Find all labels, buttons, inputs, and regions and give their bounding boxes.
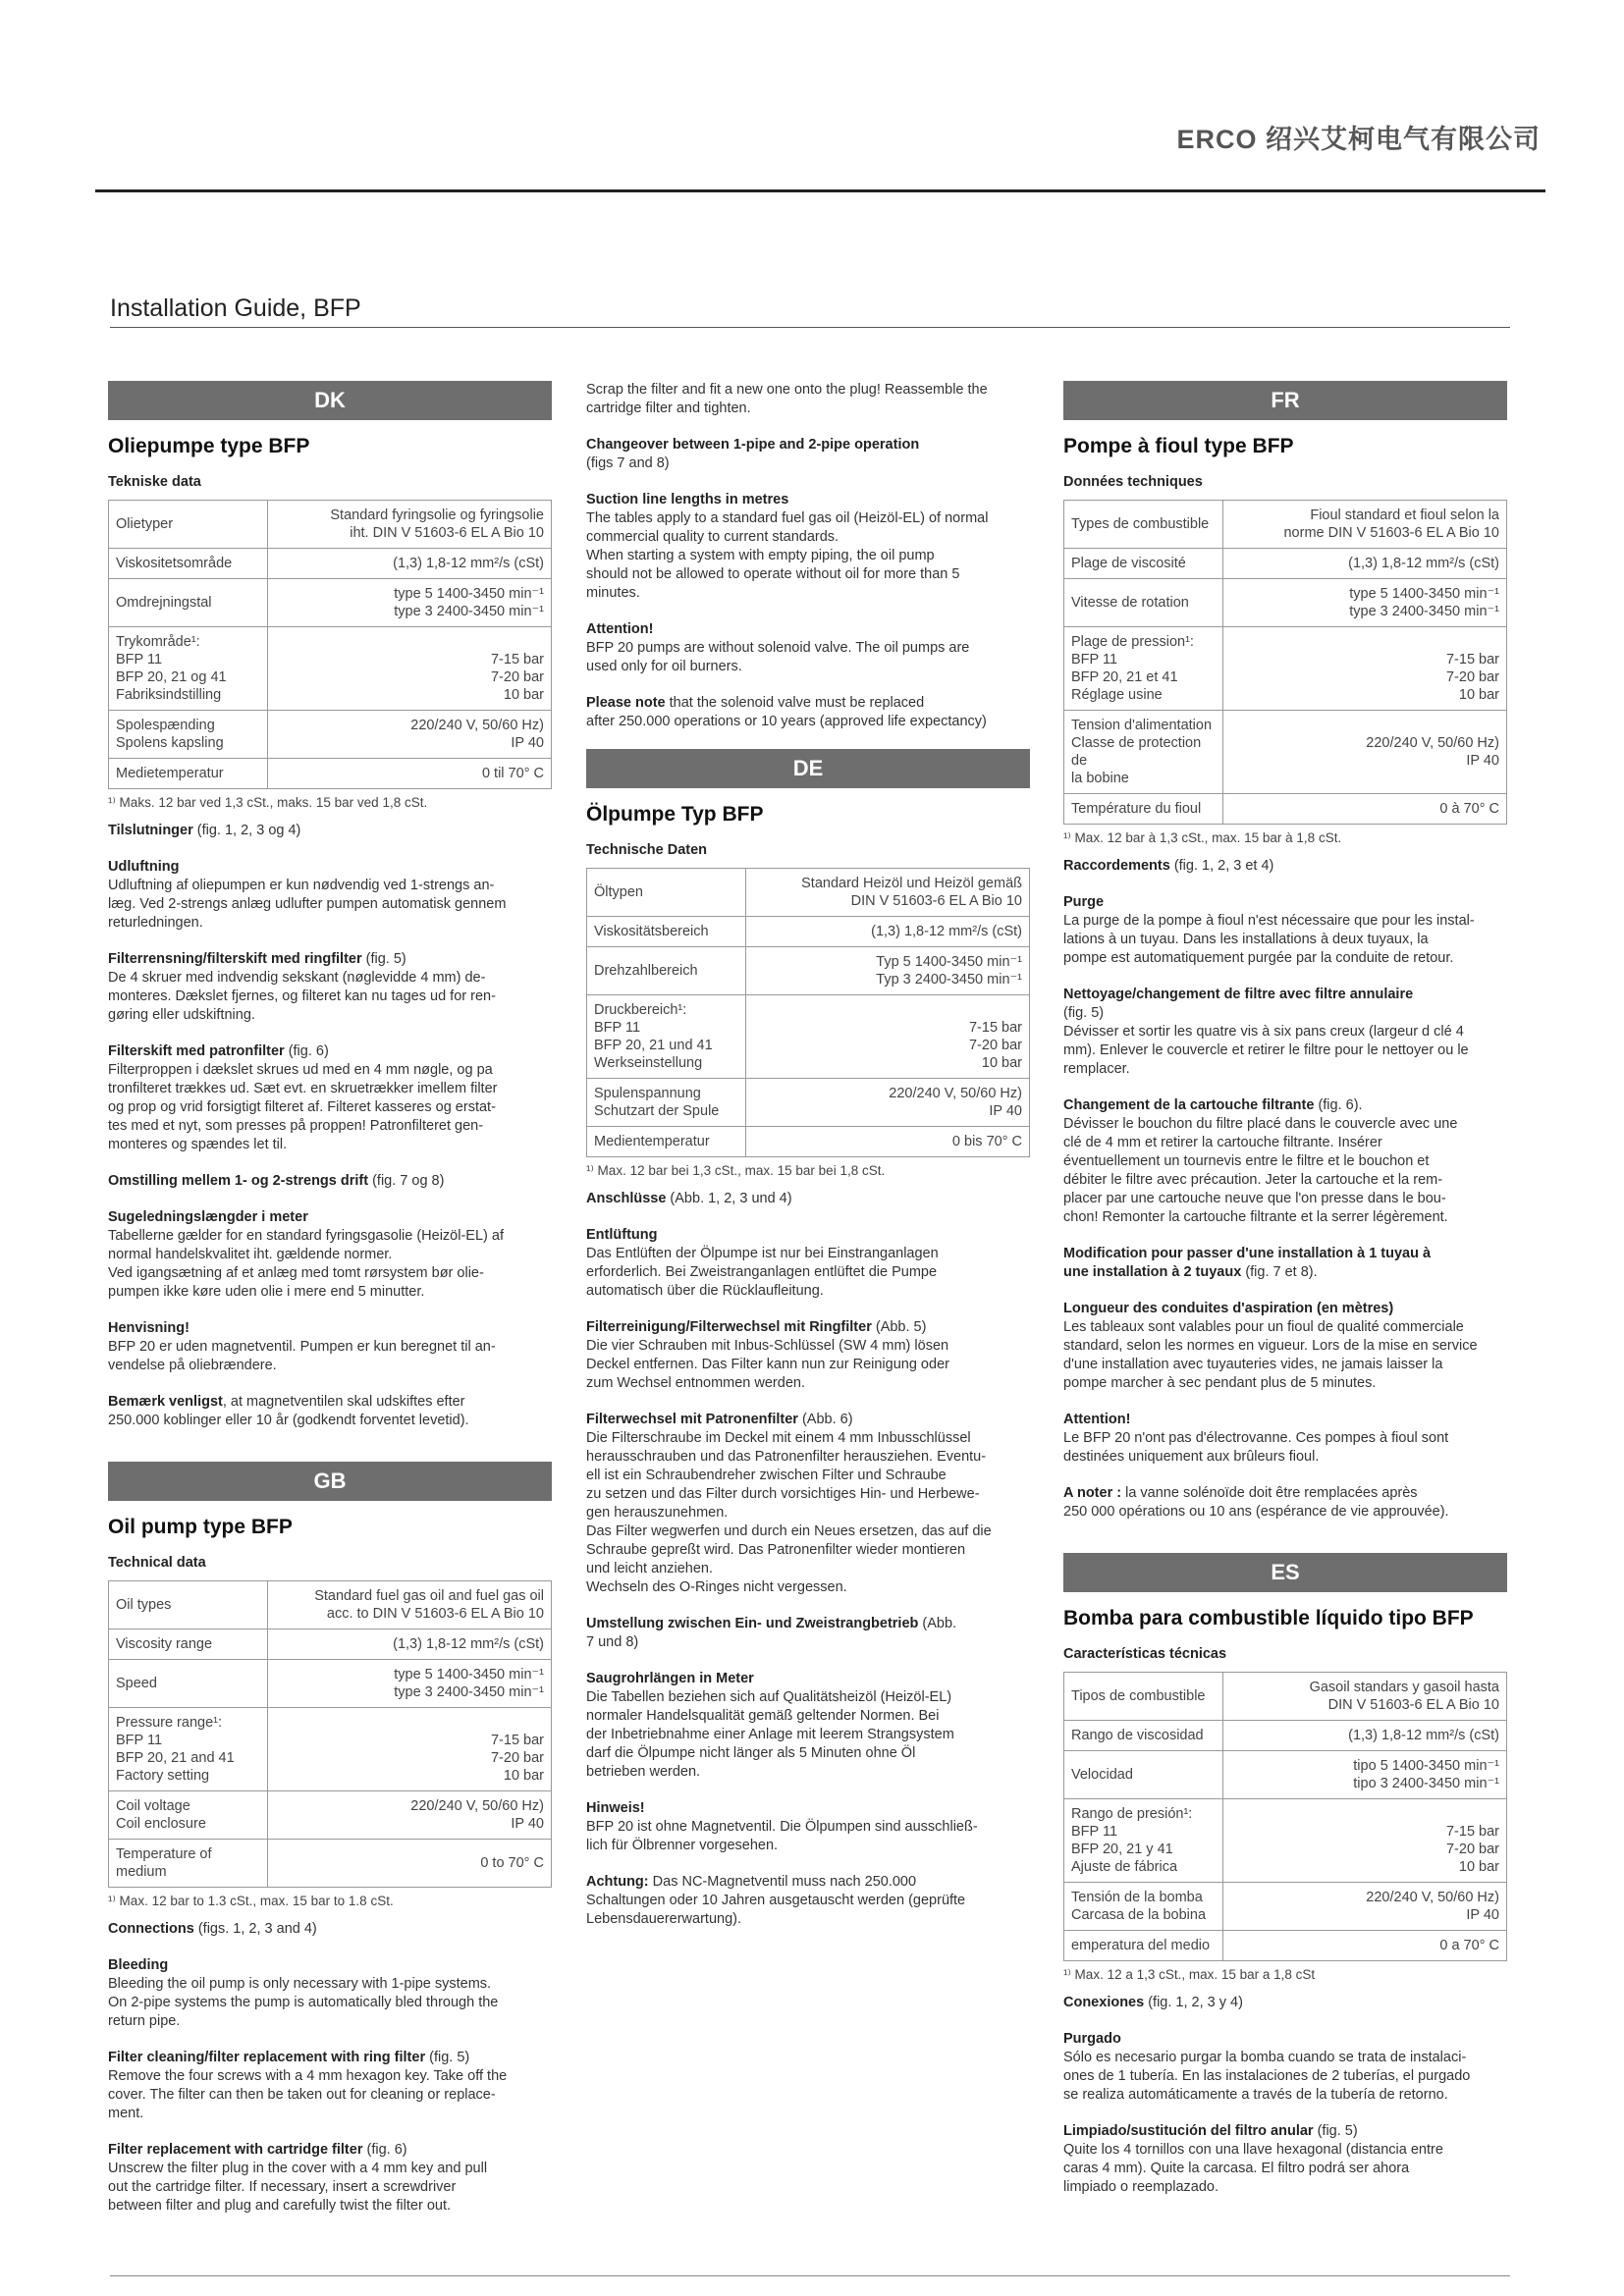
section-body: Dévisser le bouchon du filtre placé dans le couvercle avec une clé de 4 mm et retirer la cartouche filtrante. Insérer éventuellement un tournevis entre le filtre et le bouchon et débiter le filtre avec précaution. Jeter la cartouche et la rem- placer par une cartouche neuve que l'on presse dans le bou- chon! Remonter la cartouche filtrante et la serrer légèrement. [1063, 1116, 1458, 1225]
section-title-suffix: (fig. 7 et 8). [1241, 1264, 1318, 1280]
spec-key: Olietyper [109, 501, 268, 549]
section [108, 1319, 552, 1375]
dk-footnote: ¹⁾ Maks. 12 bar ved 1,3 cSt., maks. 15 bar ved 1,8 cSt. [108, 795, 428, 810]
spec-key: Viscosity range [109, 1629, 268, 1660]
section [586, 1670, 1030, 1782]
section-body: Die Tabellen beziehen sich auf Qualitätsheizöl (Heizöl-EL) normaler Handelsqualität gemäß geltender Normen. Bei der Inbetriebnahme einer Anlage mit leerem Strangsystem darf die Ölpumpe nicht länger als 5 Minuten ohne Öl betrieben werden. [586, 1689, 954, 1780]
section-title: Saugrohrlängen in Meter [586, 1671, 754, 1686]
spec-row [1064, 627, 1507, 711]
spec-row [1064, 794, 1507, 825]
section-body: BFP 20 pumps are without solenoid valve. The oil pumps are used only for oil burners. [586, 640, 970, 674]
es-spec-table-grid [1063, 1672, 1507, 1961]
section-title-suffix: (fig. 5) [361, 951, 406, 967]
spec-row [109, 501, 552, 549]
fr-spec-table-grid [1063, 500, 1507, 825]
fr-spec-table [1063, 500, 1507, 825]
section-title-suffix: la vanne solénoïde doit être remplacées après 250 000 opérations ou 10 ans (espérance de vie approuvée). [1063, 1485, 1449, 1520]
spec-value: 0 à 70° C [1223, 794, 1507, 825]
spec-value: Typ 5 1400-3450 min⁻¹ Typ 3 2400-3450 min⁻¹ [746, 947, 1030, 995]
section [1063, 893, 1507, 968]
spec-value: 0 to 70° C [268, 1840, 552, 1888]
section [108, 1042, 552, 1154]
section-body: Quite los 4 tornillos con una llave hexagonal (distancia entre caras 4 mm). Quite la carcasa. El filtro podrá ser ahora limpiado o reemplazado. [1063, 2142, 1443, 2195]
gb-spec-table [108, 1580, 552, 1888]
spec-key: Temperature of medium [109, 1840, 268, 1888]
section-body: La purge de la pompe à fioul n'est nécessaire que pour les instal- lations à un tuyau. Dans les installations à deux tuyaux, la pompe est automatiquement purgée par la conduite de retour. [1063, 913, 1475, 966]
spec-value: type 5 1400-3450 min⁻¹ type 3 2400-3450 min⁻¹ [268, 579, 552, 627]
brand-header: ERCO 绍兴艾柯电气有限公司 [1176, 125, 1541, 154]
section [108, 950, 552, 1025]
spec-row [109, 1581, 552, 1629]
gb-heading: Oil pump type BFP [108, 1516, 293, 1538]
section-body: BFP 20 er uden magnetventil. Pumpen er kun beregnet til an- vendelse på oliebrændere. [108, 1339, 496, 1373]
section [586, 1318, 1030, 1393]
column-right [1063, 381, 1507, 2215]
spec-row [587, 917, 1030, 947]
section [1063, 1484, 1507, 1522]
spec-value: Gasoil standars y gasoil hasta DIN V 51603-6 EL A Bio 10 [1223, 1673, 1507, 1721]
section-title: A noter : [1063, 1485, 1122, 1501]
section [586, 1615, 1030, 1652]
spec-row [587, 1079, 1030, 1127]
spec-key: Drehzahlbereich [587, 947, 746, 995]
section [1063, 986, 1507, 1079]
gb-continued-sections [586, 436, 1030, 731]
spec-value: (1,3) 1,8-12 mm²/s (cSt) [268, 1629, 552, 1660]
section [586, 491, 1030, 603]
spec-key: Spolespænding Spolens kapsling [109, 711, 268, 759]
section-title: Attention! [586, 621, 654, 637]
section [1063, 2122, 1507, 2197]
spec-row [1064, 711, 1507, 794]
section-body: Die vier Schrauben mit Inbus-Schlüssel (SW 4 mm) lösen Deckel entfernen. Das Filter kann nun zur Reinigung oder zum Wechsel entnommen werden. [586, 1338, 949, 1391]
spec-key: Speed [109, 1660, 268, 1708]
gb-subheading: Technical data [108, 1555, 206, 1571]
section [1063, 1411, 1507, 1467]
spec-value: Standard Heizöl und Heizöl gemäß DIN V 51603-6 EL A Bio 10 [746, 869, 1030, 917]
section-body: Les tableaux sont valables pour un fioul de qualité commerciale standard, selon les normes en vigueur. Lors de la mise en service d'une installation avec tuyauteries vides, ne jamais laisser la pompe marcher à sec pendant plus de 5 minutes. [1063, 1319, 1478, 1391]
section-title: Modification pour passer d'une installation à 1 tuyau à une installation à 2 tuyaux [1063, 1246, 1432, 1280]
spec-value: 7-15 bar 7-20 bar 10 bar [268, 627, 552, 711]
spec-key: Medientemperatur [587, 1127, 746, 1157]
section-title-suffix: that the solenoid valve must be replaced after 250.000 operations or 10 years (approved life expectancy) [586, 695, 987, 729]
section-title: Sugeledningslængder i meter [108, 1209, 308, 1225]
dk-heading: Oliepumpe type BFP [108, 435, 310, 457]
title-rule [110, 327, 1510, 328]
section [108, 2141, 552, 2216]
section-title-suffix: (fig. 6) [362, 2142, 407, 2158]
spec-value: 220/240 V, 50/60 Hz) IP 40 [268, 711, 552, 759]
section-title: Please note [586, 695, 666, 711]
section [586, 620, 1030, 676]
section-body: Sólo es necesario purgar la bomba cuando se trata de instalaci- ones de 1 tubería. En las instalaciones de 2 tuberías, el purgado se realiza automáticamente a través de la tubería de retorno. [1063, 2050, 1471, 2103]
spec-value: Standard fyringsolie og fyringsolie iht. DIN V 51603-6 EL A Bio 10 [268, 501, 552, 549]
section-title: Filterreinigung/Filterwechsel mit Ringfilter [586, 1319, 872, 1335]
spec-row [109, 1708, 552, 1791]
section-body: Bleeding the oil pump is only necessary with 1-pipe systems. On 2-pipe systems the pump is automatically bled through the return pipe. [108, 1976, 499, 2029]
spec-key: Trykområde¹: BFP 11 BFP 20, 21 og 41 Fabriksindstilling [109, 627, 268, 711]
de-footnote: ¹⁾ Max. 12 bar bei 1,3 cSt., max. 15 bar bei 1,8 cSt. [586, 1163, 886, 1178]
section-title-suffix: , at magnetventilen skal udskiftes efter 250.000 koblinger eller 10 år (godkendt forventet levetid). [108, 1394, 469, 1428]
spec-key: Tensión de la bomba Carcasa de la bobina [1064, 1883, 1223, 1931]
es-banner: ES [1063, 1553, 1507, 1592]
column-left [108, 381, 552, 2233]
es-sections [1063, 1994, 1507, 2197]
section-title-suffix: (fig. 5) [425, 2050, 470, 2065]
spec-row [1064, 501, 1507, 549]
section [108, 822, 552, 840]
section-title: Limpiado/sustitución del filtro anular [1063, 2123, 1314, 2139]
es-heading: Bomba para combustible líquido tipo BFP [1063, 1607, 1474, 1629]
section [108, 1920, 552, 1939]
spec-row [1064, 1751, 1507, 1799]
section-title: Raccordements [1063, 858, 1170, 874]
spec-key: Rango de presión¹: BFP 11 BFP 20, 21 y 41 Ajuste de fábrica [1064, 1799, 1223, 1883]
spec-row [109, 711, 552, 759]
section-body: Le BFP 20 n'ont pas d'électrovanne. Ces pompes à fioul sont destinées uniquement aux brûleurs fioul. [1063, 1430, 1449, 1465]
section [586, 694, 1030, 731]
spec-value: Fioul standard et fioul selon la norme DIN V 51603-6 EL A Bio 10 [1223, 501, 1507, 549]
spec-value: 7-15 bar 7-20 bar 10 bar [746, 995, 1030, 1079]
section-body: BFP 20 ist ohne Magnetventil. Die Ölpumpen sind ausschließ- lich für Ölbrenner vorgesehen. [586, 1819, 978, 1853]
spec-row [109, 1840, 552, 1888]
section-body: (figs 7 and 8) [586, 455, 670, 471]
fr-footnote: ¹⁾ Max. 12 bar à 1,3 cSt., max. 15 bar à 1,8 cSt. [1063, 830, 1342, 845]
es-footnote: ¹⁾ Max. 12 a 1,3 cSt., max. 15 bar a 1,8 cSt [1063, 1967, 1316, 1982]
spec-key: Plage de pression¹: BFP 11 BFP 20, 21 et 41 Réglage usine [1064, 627, 1223, 711]
section-title: Bemærk venligst [108, 1394, 223, 1410]
section-title-suffix: (Abb. 1, 2, 3 und 4) [666, 1191, 792, 1206]
dk-subheading: Tekniske data [108, 474, 201, 490]
gb-footnote: ¹⁾ Max. 12 bar to 1.3 cSt., max. 15 bar to 1.8 cSt. [108, 1894, 394, 1908]
section-title: Achtung: [586, 1874, 649, 1890]
spec-key: emperatura del medio [1064, 1931, 1223, 1961]
section-title-suffix: (fig. 1, 2, 3 et 4) [1169, 858, 1274, 874]
spec-value: Standard fuel gas oil and fuel gas oil acc. to DIN V 51603-6 EL A Bio 10 [268, 1581, 552, 1629]
spec-key: Coil voltage Coil enclosure [109, 1791, 268, 1840]
footer-rule [110, 2275, 1510, 2276]
section-title: Purgado [1063, 2031, 1121, 2047]
section-title-suffix: (Abb. 5) [871, 1319, 927, 1335]
section-title-suffix: (fig. 1, 2, 3 og 4) [192, 823, 301, 838]
section-title: Connections [108, 1921, 194, 1937]
spec-key: Velocidad [1064, 1751, 1223, 1799]
spec-row [109, 549, 552, 579]
page-title: Installation Guide, BFP [110, 294, 361, 322]
spec-value: (1,3) 1,8-12 mm²/s (cSt) [746, 917, 1030, 947]
section-title: Hinweis! [586, 1800, 645, 1816]
section-title: Attention! [1063, 1412, 1131, 1427]
section [1063, 1096, 1507, 1227]
spec-row [109, 1629, 552, 1660]
spec-value: 0 bis 70° C [746, 1127, 1030, 1157]
section-body: (fig. 5) Dévisser et sortir les quatre vis à six pans creux (largeur d clé 4 mm). Enlever le couvercle et retirer le filtre pour le nettoyer ou le remplacer. [1063, 1005, 1469, 1077]
section-body: Udluftning af oliepumpen er kun nødvendig ved 1-strengs an- læg. Ved 2-strengs anlæg udlufter pumpen automatisk gennem returledningen. [108, 878, 507, 931]
gb-sections [108, 1920, 552, 2216]
section [586, 436, 1030, 473]
fr-heading: Pompe à fioul type BFP [1063, 435, 1294, 457]
spec-value: 0 a 70° C [1223, 1931, 1507, 1961]
section-title: Changeover between 1-pipe and 2-pipe operation [586, 437, 920, 453]
spec-key: Vitesse de rotation [1064, 579, 1223, 627]
section [586, 1411, 1030, 1597]
dk-spec-table-grid [108, 500, 552, 789]
section [1063, 1245, 1507, 1282]
fr-banner: FR [1063, 381, 1507, 420]
section-title: Henvisning! [108, 1320, 189, 1336]
section-title-suffix: (fig. 7 og 8) [368, 1173, 445, 1189]
spec-value: type 5 1400-3450 min⁻¹ type 3 2400-3450 min⁻¹ [1223, 579, 1507, 627]
spec-key: Tipos de combustible [1064, 1673, 1223, 1721]
section-title-suffix: (fig. 6) [284, 1043, 329, 1059]
spec-value: 0 til 70° C [268, 759, 552, 789]
spec-value: 220/240 V, 50/60 Hz) IP 40 [746, 1079, 1030, 1127]
dk-spec-table [108, 500, 552, 789]
section [108, 1208, 552, 1302]
dk-banner: DK [108, 381, 552, 420]
spec-row [109, 1660, 552, 1708]
spec-value: 220/240 V, 50/60 Hz) IP 40 [1223, 711, 1507, 794]
section-title: Udluftning [108, 859, 180, 875]
fr-subheading: Données techniques [1063, 474, 1203, 490]
spec-key: Medietemperatur [109, 759, 268, 789]
spec-row [587, 995, 1030, 1079]
spec-key: Rango de viscosidad [1064, 1721, 1223, 1751]
section [586, 1226, 1030, 1301]
spec-value: 220/240 V, 50/60 Hz) IP 40 [1223, 1883, 1507, 1931]
section-body: Das Entlüften der Ölpumpe ist nur bei Einstranganlagen erforderlich. Bei Zweistranganlagen entlüftet die Pumpe automatisch über die Rücklaufleitung. [586, 1246, 939, 1299]
section [108, 858, 552, 933]
section-body: Unscrew the filter plug in the cover with a 4 mm key and pull out the cartridge filter. If necessary, insert a screwdriver between filter and plug and carefully twist the filter out. [108, 2161, 488, 2214]
section-title: Filterwechsel mit Patronenfilter [586, 1412, 798, 1427]
spec-row [587, 947, 1030, 995]
spec-value: type 5 1400-3450 min⁻¹ type 3 2400-3450 min⁻¹ [268, 1660, 552, 1708]
section-body: Tabellerne gælder for en standard fyringsgasolie (Heizöl-EL) af normal handelskvalitet iht. gældende normer. Ved igangsætning af et anlæg med tomt rørsystem bør olie- pumpen ikke køre uden olie i mere end 5 minutter. [108, 1228, 504, 1300]
spec-value: 7-15 bar 7-20 bar 10 bar [1223, 1799, 1507, 1883]
section-title-suffix: (fig. 5) [1313, 2123, 1358, 2139]
spec-value: (1,3) 1,8-12 mm²/s (cSt) [1223, 549, 1507, 579]
spec-value: tipo 5 1400-3450 min⁻¹ tipo 3 2400-3450 min⁻¹ [1223, 1751, 1507, 1799]
header-rule [95, 189, 1545, 192]
section-title: Conexiones [1063, 1995, 1145, 2010]
section-title: Umstellung zwischen Ein- und Zweistrangbetrieb [586, 1616, 919, 1631]
section-title: Entlüftung [586, 1227, 658, 1243]
section-body: Die Filterschraube im Deckel mit einem 4 mm Inbusschlüssel herausschrauben und das Patronenfilter herausziehen. Eventu- ell ist ein Schraubendreher zwischen Filter und Schraube zu setzen und das Filter durch vorsichtiges Hin- und Herbewe- gen herauszunehmen. Das Filter wegwerfen und durch ein Neues ersetzen, das auf die Schraube gepreßt wird. Das Patronenfilter wieder montieren und leicht anziehen. Wechseln des O-Ringes nicht vergessen. [586, 1430, 992, 1595]
spec-row [1064, 1931, 1507, 1961]
spec-key: Omdrejningstal [109, 579, 268, 627]
de-sections [586, 1190, 1030, 1929]
spec-row [587, 1127, 1030, 1157]
spec-row [1064, 579, 1507, 627]
spec-key: Öltypen [587, 869, 746, 917]
section [1063, 1300, 1507, 1393]
section-title: Tilslutninger [108, 823, 193, 838]
section [108, 1956, 552, 2031]
section-title: Filterrensning/filterskift med ringfilter [108, 951, 362, 967]
section [586, 1799, 1030, 1855]
spec-value: 220/240 V, 50/60 Hz) IP 40 [268, 1791, 552, 1840]
section-title: Anschlüsse [586, 1191, 667, 1206]
spec-row [1064, 1721, 1507, 1751]
spec-row [587, 869, 1030, 917]
section [1063, 2030, 1507, 2105]
spec-row [1064, 1799, 1507, 1883]
spec-key: Viskositätsbereich [587, 917, 746, 947]
gb-spec-table-grid [108, 1580, 552, 1888]
spec-key: Types de combustible [1064, 501, 1223, 549]
section-title: Longueur des conduites d'aspiration (en mètres) [1063, 1301, 1394, 1316]
de-spec-table-grid [586, 868, 1030, 1157]
section-title: Nettoyage/changement de filtre avec filtre annulaire [1063, 987, 1414, 1002]
section-title: Suction line lengths in metres [586, 492, 789, 507]
es-subheading: Características técnicas [1063, 1646, 1227, 1662]
spec-row [1064, 1883, 1507, 1931]
section [108, 1172, 552, 1191]
spec-key: Plage de viscosité [1064, 549, 1223, 579]
spec-key: Druckbereich¹: BFP 11 BFP 20, 21 und 41 Werkseinstellung [587, 995, 746, 1079]
section-body: Remove the four screws with a 4 mm hexagon key. Take off the cover. The filter can then be taken out for cleaning or replace- ment. [108, 2068, 508, 2121]
spec-row [1064, 1673, 1507, 1721]
section-title: Filterskift med patronfilter [108, 1043, 285, 1059]
de-subheading: Technische Daten [586, 842, 708, 858]
spec-row [1064, 549, 1507, 579]
spec-key: Oil types [109, 1581, 268, 1629]
column-middle [586, 381, 1030, 1947]
spec-value: (1,3) 1,8-12 mm²/s (cSt) [1223, 1721, 1507, 1751]
section-title: Changement de la cartouche filtrante [1063, 1097, 1315, 1113]
gb-continued-text: Scrap the filter and fit a new one onto the plug! Reassemble the cartridge filter and tighten. [586, 382, 988, 416]
es-spec-table [1063, 1672, 1507, 1961]
section [586, 1190, 1030, 1208]
spec-key: Tension d'alimentation Classe de protection de la bobine [1064, 711, 1223, 794]
section-title: Omstilling mellem 1- og 2-strengs drift [108, 1173, 369, 1189]
section [586, 1873, 1030, 1929]
section-body: The tables apply to a standard fuel gas oil (Heizöl-EL) of normal commercial quality to current standards. When starting a system with empty piping, the oil pump should not be allowed to operate without oil for more than 5 minutes. [586, 510, 989, 601]
spec-key: Viskositetsområde [109, 549, 268, 579]
section-title: Bleeding [108, 1957, 169, 1973]
section-title-suffix: (Abb. 7 und 8) [586, 1616, 957, 1650]
gb-banner: GB [108, 1462, 552, 1501]
spec-value: 7-15 bar 7-20 bar 10 bar [1223, 627, 1507, 711]
section-body: De 4 skruer med indvendig sekskant (nøglevidde 4 mm) de- monteres. Dækslet fjernes, og filteret kan nu tages ud for ren- gøring eller udskiftning. [108, 970, 496, 1023]
spec-key: Température du fioul [1064, 794, 1223, 825]
spec-row [109, 579, 552, 627]
spec-key: Pressure range¹: BFP 11 BFP 20, 21 and 41 Factory setting [109, 1708, 268, 1791]
section-title-suffix: Das NC-Magnetventil muss nach 250.000 Schaltungen oder 10 Jahren ausgetauscht werden (geprüfte Lebensdauererwartung). [586, 1874, 966, 1927]
spec-row [109, 627, 552, 711]
spec-key: Spulenspannung Schutzart der Spule [587, 1079, 746, 1127]
de-heading: Ölpumpe Typ BFP [586, 803, 764, 826]
section [1063, 857, 1507, 876]
de-banner: DE [586, 749, 1030, 788]
spec-value: (1,3) 1,8-12 mm²/s (cSt) [268, 549, 552, 579]
section-title-suffix: (fig. 1, 2, 3 y 4) [1144, 1995, 1243, 2010]
de-spec-table [586, 868, 1030, 1157]
spec-row [109, 1791, 552, 1840]
fr-sections [1063, 857, 1507, 1522]
dk-sections [108, 822, 552, 1430]
spec-row [109, 759, 552, 789]
section-title-suffix: (figs. 1, 2, 3 and 4) [193, 1921, 317, 1937]
section-body: Filterproppen i dækslet skrues ud med en 4 mm nøgle, og pa tronfilteret trækkes ud. Sæt evt. en skruetrækker imellem filter og prop og vrid forsigtigt filteret af. Filteret kasseres og erstat- tes med et nyt, som presses på proppen! Patronfilteret gen- monteres og spændes let til. [108, 1062, 498, 1152]
section [1063, 1994, 1507, 2012]
spec-value: 7-15 bar 7-20 bar 10 bar [268, 1708, 552, 1791]
section-title: Filter replacement with cartridge filter [108, 2142, 363, 2158]
section-title-suffix: (Abb. 6) [797, 1412, 853, 1427]
section [108, 2049, 552, 2123]
section [108, 1393, 552, 1430]
section-title-suffix: (fig. 6). [1314, 1097, 1363, 1113]
section-title: Purge [1063, 894, 1105, 910]
section-title: Filter cleaning/filter replacement with ring filter [108, 2050, 426, 2065]
